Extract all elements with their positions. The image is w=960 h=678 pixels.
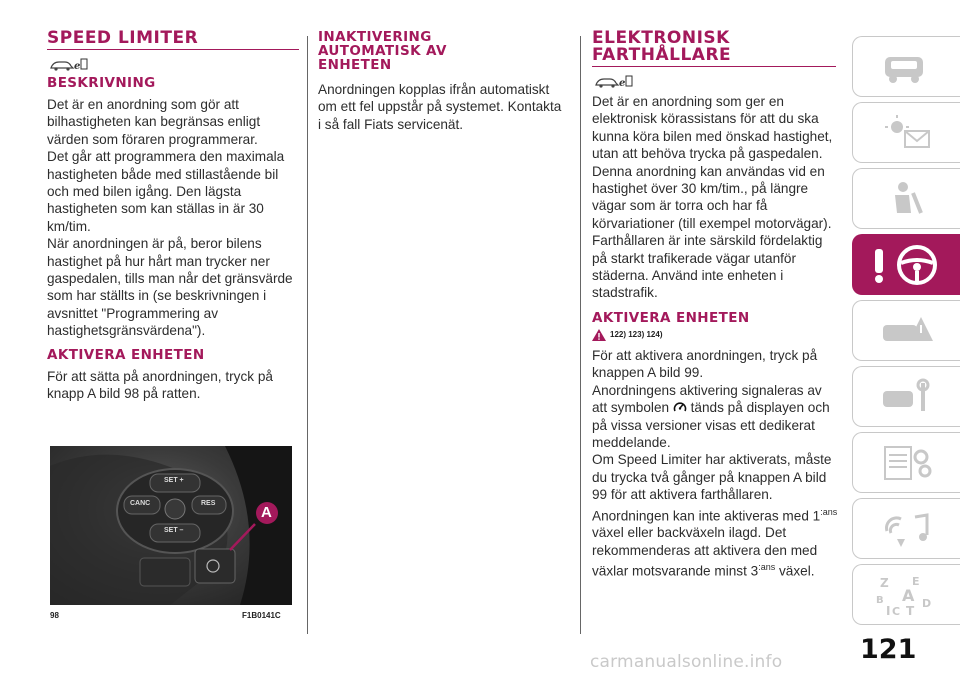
figure-code: F1B0141C: [242, 611, 281, 620]
tab-maintenance[interactable]: [852, 366, 960, 427]
cruise-control-icon: [673, 401, 687, 413]
paragraph: För att sätta på anordningen, tryck på knapp A bild 98 på ratten.: [47, 368, 273, 402]
warning-references: [592, 329, 840, 341]
column-inaktivering: [318, 30, 563, 133]
svg-text:D: D: [921, 596, 931, 610]
paragraph: Farthållaren är inte särskild fördelaktig på starkt trafikerade vägar utanför städerna. Använd inte enheten i stadstrafik.: [592, 233, 823, 301]
svg-text:I: I: [885, 603, 890, 617]
photo-label-set-minus: SET –: [164, 527, 184, 534]
svg-text:A: A: [901, 585, 914, 605]
tab-seat-safety[interactable]: [852, 168, 960, 229]
superscript: :ans: [820, 506, 838, 517]
photo-label-set-plus: SET +: [164, 477, 184, 484]
svg-text:e: e: [74, 61, 81, 72]
index-letters-icon: [872, 573, 942, 617]
car-maintenance-icon: [877, 377, 937, 417]
column-speed-limiter: [47, 30, 299, 403]
text-span: Anordningens aktivering signaleras av att symbolen: [592, 382, 822, 416]
steering-wheel-controls-illustration: [50, 446, 292, 605]
multimedia-icon: [877, 509, 937, 549]
warning-refs-text: 122) 123) 124): [610, 330, 663, 340]
paragraph: Om Speed Limiter har aktiverats, måste du trycka två gånger på knappen A bild 99 för att aktivera farthållaren.: [592, 452, 832, 503]
paragraph: När anordningen är på, beror bilens hastighet på hur hårt man trycker ner gaspedalen, tills man når det gränsvärde som har ställts in (se beskrivningen i avsnittet "Programmering av hastighetsgränsvärdena").: [47, 236, 293, 339]
paragraph: Det går att programmera den maximala hastigheten både med stillastående bil och med bilen igång. Den lägsta hastigheten som kan ställas in är 30 km/tim.: [47, 149, 285, 234]
seat-safety-icon: [877, 179, 937, 219]
chapter-tabs: [852, 36, 960, 630]
technical-data-icon: [877, 443, 937, 483]
column-divider: [580, 36, 581, 634]
svg-text:E: E: [911, 574, 920, 588]
tab-multimedia[interactable]: [852, 498, 960, 559]
photo-label-res: RES: [201, 500, 216, 507]
svg-text:Z: Z: [879, 575, 889, 590]
eco-car-icon: [594, 73, 634, 89]
page-number: 121: [860, 634, 917, 665]
section-title: SPEED LIMITER: [47, 30, 299, 50]
paragraph: Det är en anordning som gör att bilhastigheten kan begränsas enligt värden som föraren programmerar.: [47, 97, 261, 147]
figure-number: 98: [50, 611, 59, 620]
car-crash-warning-icon: [877, 311, 937, 351]
tab-technical-data[interactable]: [852, 432, 960, 493]
tab-starting-driving[interactable]: [852, 234, 960, 295]
tab-emergency[interactable]: [852, 300, 960, 361]
text-span: växel eller backväxeln ilagd. Det rekommenderas att aktivera den med växlar motsvarande minst 3: [592, 525, 818, 579]
photo-marker-a: A: [261, 504, 272, 521]
tab-warning-lights[interactable]: [852, 102, 960, 163]
text-span: tänds på displayen och på vissa versioner visas ett dedikerat meddelande.: [592, 400, 830, 450]
warning-lights-icon: [877, 113, 937, 153]
paragraph: [592, 382, 840, 452]
tab-index[interactable]: [852, 564, 960, 625]
superscript: :ans: [758, 562, 776, 573]
paragraph: Anordningen kopplas ifrån automatiskt om ett fel uppstår på systemet. Kontakta i så fall Fiats servicenät.: [318, 82, 562, 132]
svg-text:B: B: [875, 594, 884, 606]
car-dashboard-icon: [877, 47, 937, 87]
subheading-aktivera: AKTIVERA ENHETEN: [592, 309, 750, 326]
paragraph: För att aktivera anordningen, tryck på knappen A bild 99.: [592, 347, 818, 381]
watermark-footer: carmanualsonline.info: [590, 652, 783, 672]
svg-text:T: T: [905, 603, 914, 617]
section-title: INAKTIVERING AUTOMATISK AV ENHETEN: [318, 29, 447, 73]
section-title: ELEKTRONISK FARTHÅLLARE: [592, 30, 836, 67]
tab-car-dashboard[interactable]: [852, 36, 960, 97]
svg-text:C: C: [891, 604, 900, 617]
paragraph: [592, 504, 840, 581]
warning-triangle-icon: [592, 329, 606, 341]
subheading-aktivera: AKTIVERA ENHETEN: [47, 346, 205, 363]
paragraph: Det är en anordning som ger en elektronisk körassistans för att du ska kunna köra bilen med önskad hastighet, utan att behöva trycka på gaspedalen. Denna anordning kan användas vid en hastighet över 30 km/tim., på längre vägar som är torra och har få körvariationer (till exempel motorvägar).: [592, 94, 833, 231]
text-span: Anordningen kan inte aktiveras med 1: [592, 508, 821, 524]
svg-text:e: e: [619, 78, 626, 89]
steering-wheel-icon: [867, 243, 947, 287]
column-divider: [307, 36, 308, 634]
photo-label-canc: CANC: [130, 500, 151, 507]
column-farthallare: [592, 30, 840, 580]
text-span: växel.: [775, 563, 815, 579]
eco-car-icon: [49, 56, 89, 72]
subheading-beskrivning: BESKRIVNING: [47, 75, 156, 91]
figure-steering-wheel-photo: [50, 446, 292, 605]
